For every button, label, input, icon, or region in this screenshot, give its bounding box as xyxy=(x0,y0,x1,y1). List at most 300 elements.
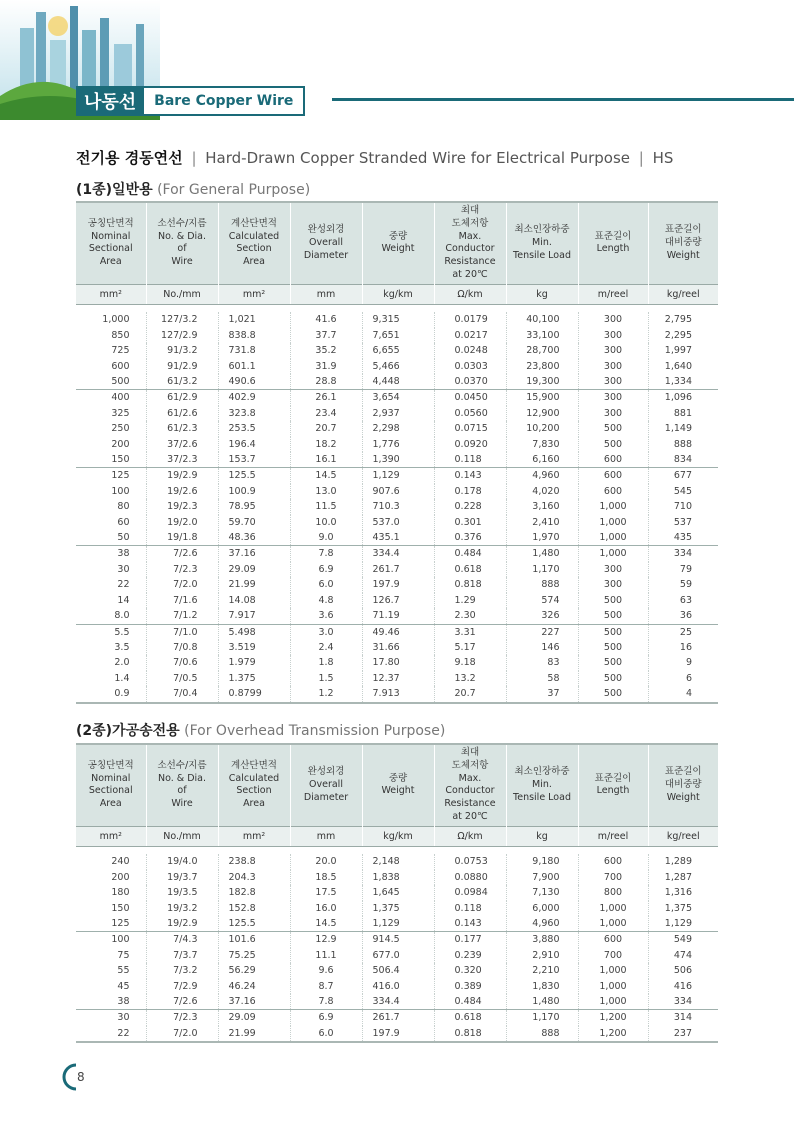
column-header-line: 표준길이 xyxy=(664,766,702,778)
table-cell: 1,170 xyxy=(506,1010,578,1026)
table-cell: 23,800 xyxy=(506,359,578,374)
column-header xyxy=(434,744,506,826)
table-cell: 30 xyxy=(76,1010,146,1026)
table-cell: 300 xyxy=(578,577,648,592)
table-cell: 0.0920 xyxy=(434,437,506,452)
table-cell: 3.6 xyxy=(290,608,362,624)
table1-title xyxy=(76,179,310,199)
table-cell: 0.0450 xyxy=(434,390,506,406)
table-cell: 100 xyxy=(76,932,146,948)
table-cell: 1,480 xyxy=(506,546,578,562)
table-cell: 50 xyxy=(117,532,130,544)
table-cell: 56.29 xyxy=(218,963,290,978)
column-header-line: No. & Dia. xyxy=(157,230,206,242)
table-cell: 9.0 xyxy=(290,530,362,546)
column-header-line: Nominal xyxy=(91,230,131,242)
table-cell: 0.9 xyxy=(76,686,146,702)
table-cell: 7/0.4 xyxy=(146,686,218,702)
table-cell: 19,300 xyxy=(506,374,578,390)
table-cell: 888 xyxy=(506,577,578,592)
table-cell: 0.320 xyxy=(434,963,506,978)
table-cell: 537 xyxy=(648,515,718,530)
table-cell: 2,937 xyxy=(362,406,434,421)
table-cell: 61/2.6 xyxy=(146,406,218,421)
table-cell: 334 xyxy=(648,994,718,1010)
column-header xyxy=(218,744,290,826)
table-cell: 7/2.0 xyxy=(146,577,218,592)
table-cell: 100.9 xyxy=(218,484,290,499)
table-cell: 600 xyxy=(578,854,648,869)
table-cell: 125.5 xyxy=(218,916,290,932)
column-header-line: Area xyxy=(99,798,122,810)
table-cell: 19/3.2 xyxy=(146,901,218,916)
table-cell: 334.4 xyxy=(362,994,434,1010)
table-cell: 500 xyxy=(578,593,648,608)
table-cell: 7/3.2 xyxy=(146,963,218,978)
table-cell: 0.118 xyxy=(434,452,506,468)
table-cell: 2,210 xyxy=(506,963,578,978)
table-cell: 9,315 xyxy=(362,312,434,327)
table-cell: 6.9 xyxy=(290,562,362,577)
column-header-line: 대비중량 xyxy=(664,237,702,249)
table-cell: 1.8 xyxy=(290,655,362,670)
table-cell: 0.618 xyxy=(434,562,506,577)
table-cell: 19/4.0 xyxy=(146,854,218,869)
table-row xyxy=(76,624,718,640)
table-cell: 710.3 xyxy=(362,499,434,514)
table-cell: 700 xyxy=(578,948,648,963)
table-cell: 6,000 xyxy=(506,901,578,916)
table-cell: 101.6 xyxy=(218,932,290,948)
table2-title-korean: (2종)가공송전용 xyxy=(76,723,180,739)
section-code-separator: | xyxy=(638,149,644,167)
table-cell: 6 xyxy=(648,671,718,686)
table-cell: 600 xyxy=(578,484,648,499)
table-cell: 17.80 xyxy=(362,655,434,670)
table-cell: 326 xyxy=(506,608,578,624)
table-cell: 30 xyxy=(117,563,130,575)
category-english: Bare Copper Wire xyxy=(144,86,305,116)
table-cell: 19/2.9 xyxy=(146,468,218,484)
table-cell: 0.118 xyxy=(434,901,506,916)
table-cell: 11.5 xyxy=(290,499,362,514)
table-cell: 1,129 xyxy=(362,468,434,484)
table-cell: 6,655 xyxy=(362,343,434,358)
table-cell: 5.5 xyxy=(76,624,146,640)
table-cell: 261.7 xyxy=(362,1010,434,1026)
table-cell: 61/2.9 xyxy=(146,390,218,406)
column-header-line: Conductor xyxy=(445,243,495,255)
table-cell: 37.16 xyxy=(218,994,290,1010)
table-cell: 500 xyxy=(578,686,648,702)
table-cell: 7/2.9 xyxy=(146,979,218,994)
table-cell: 0.484 xyxy=(434,994,506,1010)
table-cell: 7/1.2 xyxy=(146,608,218,624)
table-cell: 300 xyxy=(578,359,648,374)
table-cell: 500 xyxy=(578,671,648,686)
table-cell: 0.389 xyxy=(434,979,506,994)
table-cell: 500 xyxy=(578,421,648,436)
table-cell: 400 xyxy=(76,390,146,406)
table-cell: 9.6 xyxy=(290,963,362,978)
table-cell: 850 xyxy=(111,329,130,341)
table-cell: 127/2.9 xyxy=(146,328,218,343)
table-cell: 8.0 xyxy=(114,610,130,622)
table-cell: 1,970 xyxy=(506,530,578,546)
table-cell: 600 xyxy=(578,452,648,468)
table-cell: 2,298 xyxy=(362,421,434,436)
column-header-line: 중량 xyxy=(388,772,408,784)
column-header-line: Length xyxy=(596,243,630,255)
category-korean: 나동선 xyxy=(76,86,144,116)
table-cell: 574 xyxy=(506,593,578,608)
column-header-line: 중량 xyxy=(388,230,408,242)
table-cell: 19/3.5 xyxy=(146,885,218,900)
table-cell: 1,390 xyxy=(362,452,434,468)
column-header xyxy=(218,202,290,284)
table-cell: 9.18 xyxy=(434,655,506,670)
column-header-line: Diameter xyxy=(303,249,349,261)
table-cell: 150 xyxy=(111,454,130,466)
table-cell: 182.8 xyxy=(218,885,290,900)
unit-label: mm² xyxy=(218,284,290,304)
table-cell: 3.31 xyxy=(434,624,506,640)
table-cell: 197.9 xyxy=(362,577,434,592)
table-cell: 71.19 xyxy=(362,608,434,624)
table-cell: 1,200 xyxy=(578,1026,648,1042)
table-cell: 146 xyxy=(506,640,578,655)
column-header xyxy=(506,744,578,826)
table-cell: 12.9 xyxy=(290,932,362,948)
header-rule xyxy=(332,98,794,101)
table-cell: 7.8 xyxy=(290,546,362,562)
table-cell: 6.0 xyxy=(290,1026,362,1042)
table-cell: 500 xyxy=(578,608,648,624)
table-cell: 1,000 xyxy=(578,963,648,978)
column-header-line: Weight xyxy=(381,243,415,255)
category-tab xyxy=(76,86,305,116)
table-cell: 7/2.6 xyxy=(146,546,218,562)
table-cell: 0.178 xyxy=(434,484,506,499)
column-header xyxy=(146,744,218,826)
table-cell: 4 xyxy=(648,686,718,702)
table-cell: 18.2 xyxy=(290,437,362,452)
table-cell: 0.0303 xyxy=(434,359,506,374)
table-cell: 325 xyxy=(111,407,130,419)
table-cell: 127/3.2 xyxy=(146,312,218,327)
column-header xyxy=(76,202,146,284)
column-header-line: Weight xyxy=(381,785,415,797)
table-cell: 4,020 xyxy=(506,484,578,499)
column-header-line: 최대 xyxy=(460,747,480,758)
table-cell: 83 xyxy=(506,655,578,670)
table-cell: 20.7 xyxy=(290,421,362,436)
column-header-line: Calculated xyxy=(228,772,280,784)
table-cell: 334 xyxy=(648,546,718,562)
table-cell: 0.484 xyxy=(434,546,506,562)
table-cell: 19/2.9 xyxy=(146,916,218,932)
table-cell: 2.4 xyxy=(290,640,362,655)
table-cell: 1,021 xyxy=(218,312,290,327)
unit-label: kg/km xyxy=(362,826,434,846)
table-cell: 334.4 xyxy=(362,546,434,562)
table-cell: 1,640 xyxy=(648,359,718,374)
table-row xyxy=(76,452,718,468)
table-cell: 35.2 xyxy=(290,343,362,358)
table-cell: 838.8 xyxy=(218,328,290,343)
table-cell: 7/1.0 xyxy=(146,624,218,640)
table-cell: 125 xyxy=(111,918,130,929)
table-cell: 78.95 xyxy=(218,499,290,514)
table-cell: 500 xyxy=(578,624,648,640)
section-title-separator: | xyxy=(191,149,197,167)
table-cell: 200 xyxy=(111,871,130,883)
table-cell: 7/2.6 xyxy=(146,994,218,1010)
column-header-line: Calculated xyxy=(228,230,280,242)
column-header xyxy=(434,202,506,284)
table-row xyxy=(76,948,718,963)
table-cell: 59 xyxy=(648,577,718,592)
table-row xyxy=(76,686,718,702)
table-cell: 2,410 xyxy=(506,515,578,530)
table-cell: 37.16 xyxy=(218,546,290,562)
column-header-line: 도체저항 xyxy=(451,217,489,229)
table-cell: 7,900 xyxy=(506,870,578,885)
table-cell: 7/0.6 xyxy=(146,655,218,670)
table-cell: 490.6 xyxy=(218,374,290,390)
column-header-line: Weight xyxy=(666,791,700,803)
table-row xyxy=(76,312,718,327)
table-cell: 7/1.6 xyxy=(146,593,218,608)
table-cell: 0.0217 xyxy=(434,328,506,343)
table-cell: 8.7 xyxy=(290,979,362,994)
table2-title-english: (For Overhead Transmission Purpose) xyxy=(184,723,446,739)
table-cell: 75 xyxy=(117,949,130,961)
unit-label: mm² xyxy=(76,284,146,304)
column-header-line: Overall xyxy=(309,237,343,249)
table-row xyxy=(76,515,718,530)
table-cell: 907.6 xyxy=(362,484,434,499)
table-cell: 125.5 xyxy=(218,468,290,484)
table-cell: 7,651 xyxy=(362,328,434,343)
table-cell: 38 xyxy=(117,996,130,1008)
table-cell: 0.0984 xyxy=(434,885,506,900)
column-header-line: Wire xyxy=(171,798,193,810)
table-cell: 600 xyxy=(578,932,648,948)
table-cell: 506 xyxy=(648,963,718,978)
unit-label: mm² xyxy=(218,826,290,846)
table-cell: 314 xyxy=(648,1010,718,1026)
table-cell: 1,645 xyxy=(362,885,434,900)
table-cell: 28,700 xyxy=(506,343,578,358)
table-cell: 500 xyxy=(111,376,130,387)
table-cell: 1,830 xyxy=(506,979,578,994)
table1-title-english: (For General Purpose) xyxy=(157,182,311,198)
table-cell: 1,149 xyxy=(648,421,718,436)
column-header xyxy=(76,744,146,826)
table-cell: 7.8 xyxy=(290,994,362,1010)
table-cell: 0.818 xyxy=(434,577,506,592)
table-cell: 4.8 xyxy=(290,593,362,608)
unit-label: mm² xyxy=(76,826,146,846)
table-cell: 6.0 xyxy=(290,577,362,592)
column-header xyxy=(362,744,434,826)
table-cell: 61/3.2 xyxy=(146,374,218,390)
unit-label: m/reel xyxy=(578,284,648,304)
table-row xyxy=(76,437,718,452)
table-cell: 0.177 xyxy=(434,932,506,948)
table-cell: 61/2.3 xyxy=(146,421,218,436)
column-header-line: 계산단면적 xyxy=(231,759,277,771)
table-cell: 3.0 xyxy=(290,624,362,640)
table-cell: 58 xyxy=(506,671,578,686)
table-cell: 1.2 xyxy=(290,686,362,702)
column-header-line: 소선수/지름 xyxy=(157,217,207,229)
table-cell: 1,000 xyxy=(578,530,648,546)
table-cell: 19/2.3 xyxy=(146,499,218,514)
table-cell: 474 xyxy=(648,948,718,963)
unit-label: No./mm xyxy=(146,826,218,846)
table-row xyxy=(76,406,718,421)
table-cell: 3.5 xyxy=(114,641,130,653)
table-cell: 0.0880 xyxy=(434,870,506,885)
table-cell: 500 xyxy=(578,640,648,655)
table-cell: 19/2.0 xyxy=(146,515,218,530)
table-cell: 1,000 xyxy=(578,901,648,916)
table-cell: 3,880 xyxy=(506,932,578,948)
table-cell: 18.5 xyxy=(290,870,362,885)
column-header-line: of xyxy=(177,243,187,255)
table-row xyxy=(76,979,718,994)
column-header-line: Max. xyxy=(458,772,482,784)
column-header-line: Min. xyxy=(532,237,552,249)
table-row xyxy=(76,994,718,1010)
table-cell: 888 xyxy=(648,437,718,452)
table-cell: 0.0370 xyxy=(434,374,506,390)
table-cell: 1,776 xyxy=(362,437,434,452)
column-header-line: 공칭단면적 xyxy=(87,759,134,771)
table-cell: 31.66 xyxy=(362,640,434,655)
table-cell: 1,480 xyxy=(506,994,578,1010)
table-cell: 5,466 xyxy=(362,359,434,374)
table-cell: 14.08 xyxy=(218,593,290,608)
table-cell: 10,200 xyxy=(506,421,578,436)
table1-title-korean: (1종)일반용 xyxy=(76,182,153,198)
table-cell: 28.8 xyxy=(290,374,362,390)
table-cell: 1,375 xyxy=(648,901,718,916)
table-cell: 13.0 xyxy=(290,484,362,499)
table-cell: 1,000 xyxy=(578,546,648,562)
table-cell: 37/2.3 xyxy=(146,452,218,468)
table-cell: 20.0 xyxy=(290,854,362,869)
table-cell: 7/2.3 xyxy=(146,1010,218,1026)
table2-title xyxy=(76,720,445,740)
table-cell: 7,830 xyxy=(506,437,578,452)
table-cell: 1,129 xyxy=(362,916,434,932)
table-cell: 37.7 xyxy=(290,328,362,343)
unit-label: kg/reel xyxy=(648,826,718,846)
table-cell: 29.09 xyxy=(218,1010,290,1026)
table-cell: 1,838 xyxy=(362,870,434,885)
table-cell: 237 xyxy=(648,1026,718,1042)
table-cell: 75.25 xyxy=(218,948,290,963)
column-header-line: Section xyxy=(236,243,272,255)
column-header xyxy=(362,202,434,284)
table-cell: 25 xyxy=(648,624,718,640)
table-cell: 125 xyxy=(76,468,146,484)
table-row xyxy=(76,885,718,900)
table-cell: 600 xyxy=(111,360,130,372)
table-cell: 79 xyxy=(648,562,718,577)
table-cell: 0.143 xyxy=(434,468,506,484)
column-header-line: 공칭단면적 xyxy=(87,217,134,229)
column-header-line: 완성외경 xyxy=(307,766,345,778)
table-cell: 238.8 xyxy=(218,854,290,869)
table-cell: 250 xyxy=(111,423,130,435)
table-row xyxy=(76,328,718,343)
table-cell: 881 xyxy=(648,406,718,421)
table-cell: 49.46 xyxy=(362,624,434,640)
table-cell: 0.0560 xyxy=(434,406,506,421)
table-cell: 2,295 xyxy=(648,328,718,343)
table-row xyxy=(76,593,718,608)
table-cell: 300 xyxy=(578,343,648,358)
table-cell: 1,200 xyxy=(578,1010,648,1026)
column-header-line: 대비중량 xyxy=(664,779,702,791)
table-row xyxy=(76,1010,718,1026)
column-header-line: 표준길이 xyxy=(664,224,702,236)
table-cell: 0.618 xyxy=(434,1010,506,1026)
column-header-line: of xyxy=(177,785,187,797)
table-row xyxy=(76,374,718,390)
column-header-line: 최대 xyxy=(460,205,480,216)
column-header-line: Weight xyxy=(666,249,700,261)
table-cell: 7.913 xyxy=(362,686,434,702)
unit-label: Ω/km xyxy=(434,826,506,846)
table-cell: 2,910 xyxy=(506,948,578,963)
table-cell: 0.228 xyxy=(434,499,506,514)
column-header-line: Sectional xyxy=(88,243,133,255)
unit-label: mm xyxy=(290,284,362,304)
table-cell: 435.1 xyxy=(362,530,434,546)
column-header-line: No. & Dia. xyxy=(157,772,206,784)
table-cell: 9 xyxy=(648,655,718,670)
table-cell: 1,287 xyxy=(648,870,718,885)
table-cell: 150 xyxy=(111,902,130,914)
table-cell: 601.1 xyxy=(218,359,290,374)
table-cell: 300 xyxy=(578,312,648,327)
table-row xyxy=(76,854,718,869)
table-cell: 227 xyxy=(506,624,578,640)
table-cell: 60 xyxy=(117,516,130,528)
table-cell: 37/2.6 xyxy=(146,437,218,452)
table-cell: 435 xyxy=(648,530,718,546)
table-cell: 300 xyxy=(578,406,648,421)
table-cell: 37 xyxy=(506,686,578,702)
table-cell: 40,100 xyxy=(506,312,578,327)
table-cell: 261.7 xyxy=(362,562,434,577)
general-purpose-spec-table xyxy=(76,201,718,704)
table-cell: 20.7 xyxy=(434,686,506,702)
table-cell: 46.24 xyxy=(218,979,290,994)
table-cell: 16.1 xyxy=(290,452,362,468)
table-cell: 6.9 xyxy=(290,1010,362,1026)
table-cell: 16 xyxy=(648,640,718,655)
column-header-line: Length xyxy=(596,785,630,797)
column-header xyxy=(648,744,718,826)
table-cell: 1,129 xyxy=(648,916,718,932)
table-cell: 29.09 xyxy=(218,562,290,577)
